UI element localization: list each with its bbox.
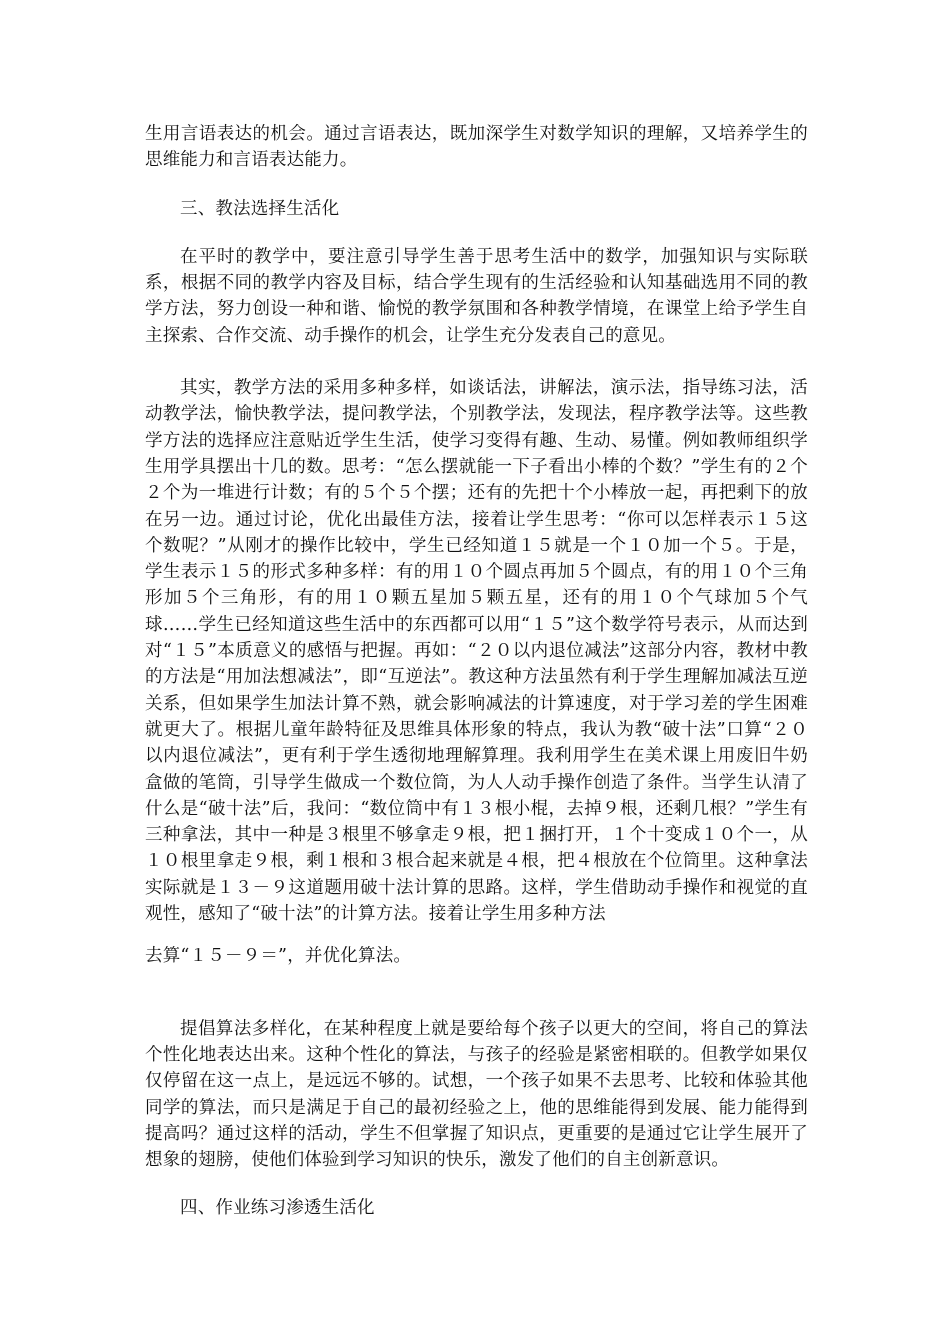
spacer	[145, 970, 808, 1016]
section-heading-4: 四、作业练习渗透生活化	[180, 1198, 375, 1219]
spacer	[145, 349, 808, 375]
spacer	[145, 174, 808, 196]
section-heading-3: 三、教法选择生活化	[180, 198, 340, 219]
spacer	[145, 1173, 808, 1195]
paragraph-continued: 生用言语表达的机会。通过言语表达，既加深学生对数学知识的理解，又培养学生的思维能力和言语表达能力。	[145, 124, 808, 171]
paragraph-teaching-methods: 在平时的教学中，要注意引导学生善于思考生活中的数学，加强知识与实际联系，根据不同的教学内容及目标，结合学生现有的生活经验和认知基础选用不同的教学方法，努力创设一种和谐、愉悦的教学氛围和各种教学情境，在课堂上给予学生自主探索、合作交流、动手操作的机会，让学生充分发表自己的意见。	[145, 246, 808, 346]
document-page	[145, 121, 808, 1222]
paragraph-algorithm-diversity: 提倡算法多样化，在某种程度上就是要给每个孩子以更大的空间，将自己的算法个性化地表达出来。这种个性化的算法，与孩子的经验是紧密相联的。但教学如果仅仅停留在这一点上，是远远不够的。试想，一个孩子如果不去思考、比较和体验其他同学的算法，而只是满足于自己的最初经验之上，他的思维能得到发展、能力能得到提高吗？通过这样的活动，学生不但掌握了知识点，更重要的是通过它让学生展开了想象的翅膀，使他们体验到学习知识的快乐，激发了他们的自主创新意识。	[145, 1018, 808, 1171]
spacer	[145, 222, 808, 244]
paragraph-examples-tail: 去算“１５－９＝”，并优化算法。	[145, 946, 412, 967]
paragraph-examples: 其实，教学方法的采用多种多样，如谈话法，讲解法，演示法，指导练习法，活动教学法，愉快教学法，提问教学法，个别教学法，发现法，程序教学法等。这些教学方法的选择应注意贴近学生生活，使学习变得有趣、生动、易懂。例如教师组织学生用学具摆出十几的数。思考：“怎么摆就能一下子看出小棒的个数？”学生有的２个２个为一堆进行计数；有的５个５个摆；还有的先把十个小棒放一起，再把剩下的放在另一边。通过讨论，优化出最佳方法，接着让学生思考：“你可以怎样表示１５这个数呢？”从刚才的操作比较中，学生已经知道１５就是一个１０加一个５。于是，学生表示１５的形式多种多样：有的用１０个圆点再加５个圆点，有的用１０个三角形加５个三角形，有的用１０颗五星加５颗五星，还有的用１０个气球加５个气球……学生已经知道这些生活中的东西都可以用“１５”这个数学符号表示，从而达到对“１５”本质意义的感悟与把握。再如：“２０以内退位减法”这部分内容，教材中教的方法是“用加法想减法”，即“互逆法”。教这种方法虽然有利于学生理解加减法互逆关系，但如果学生加法计算不熟，就会影响减法的计算速度，对于学习差的学生困难就更大了。根据儿童年龄特征及思维具体形象的特点，我认为教“破十法”口算“２０以内退位减法”，更有利于学生透彻地理解算理。我利用学生在美术课上用废旧牛奶盒做的笔筒，引导学生做成一个数位筒，为人人动手操作创造了条件。当学生认清了什么是“破十法”后，我问：“数位筒中有１３根小棍，去掉９根，还剩几根？”学生有三种拿法，其中一种是３根里不够拿走９根，把１捆打开，１个十变成１０个一，从１０根里拿走９根，剩１根和３根合起来就是４根，把４根放在个位筒里。这种拿法实际就是１３－９这道题用破十法计算的思路。这样，学生借助动手操作和视觉的直观性，感知了“破十法”的计算方法。接着让学生用多种方法	[145, 378, 808, 925]
